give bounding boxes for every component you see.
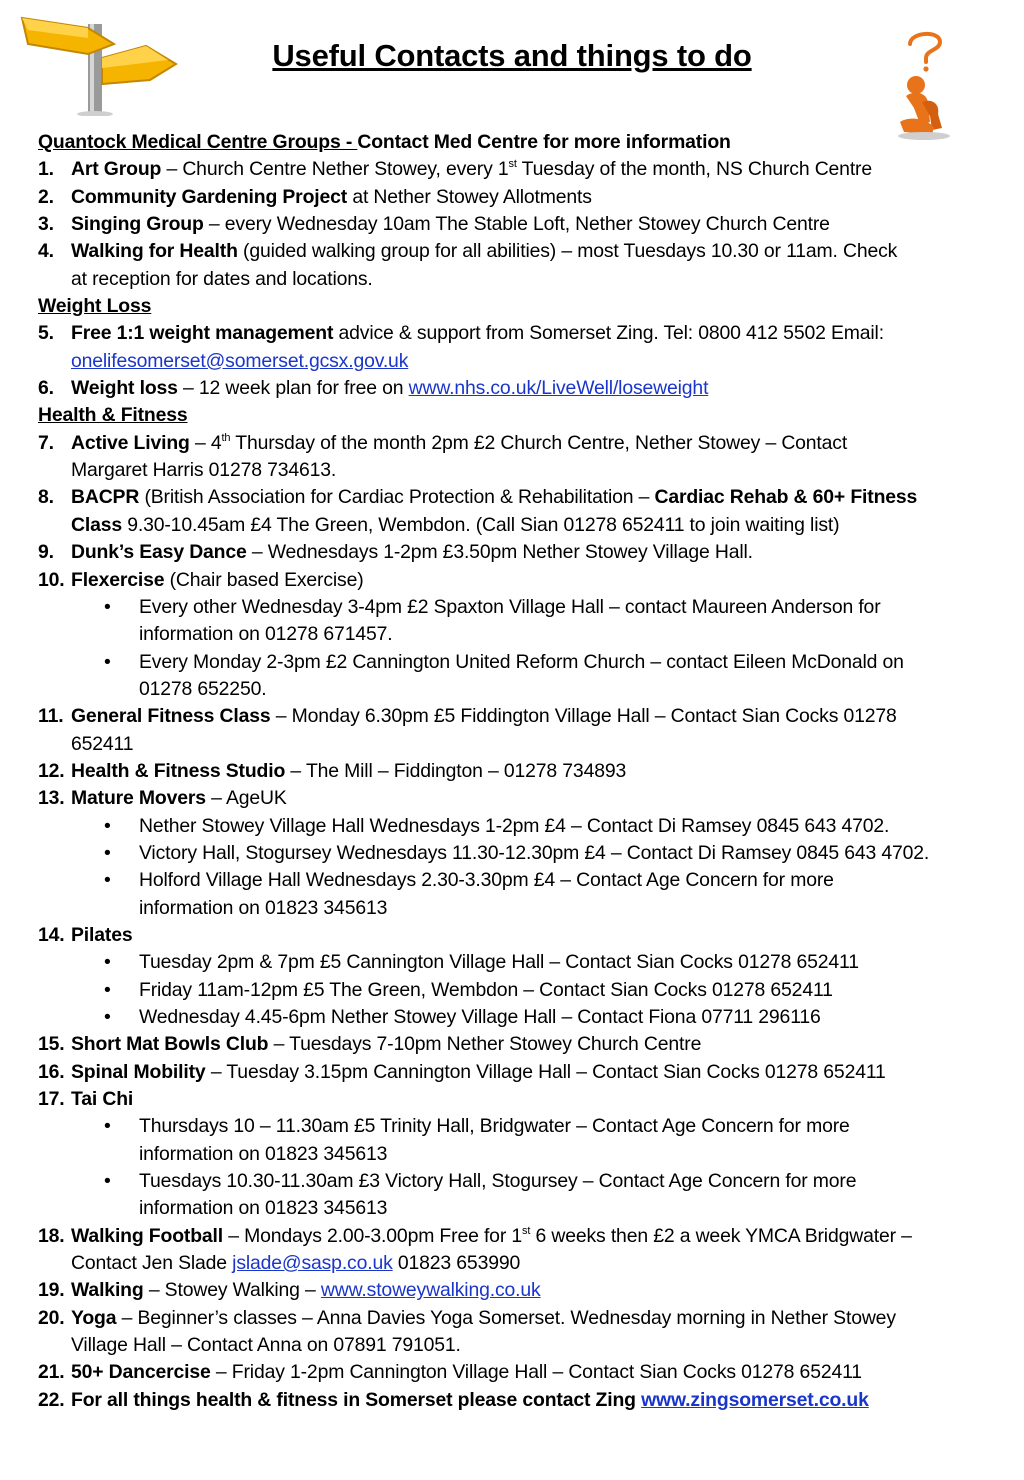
bullet-item: • Tuesdays 10.30-11.30am £3 Victory Hall, Stogursey – Contact Age Concern for more	[104, 1170, 857, 1193]
list-item-continuation: Class 9.30-10.45am £4 The Green, Wembdon. (Call Sian 01278 652411 to join waiting list)	[71, 513, 840, 536]
list-item-continuation	[38, 348, 998, 375]
bullet-item: • Victory Hall, Stogursey Wednesdays 11.30-12.30pm £4 – Contact Di Ramsey 0845 643 4702.	[104, 841, 930, 864]
bullet-item: • Every Monday 2-3pm £2 Cannington United Reform Church – contact Eileen McDonald on	[104, 650, 904, 673]
list-item: 5. Free 1:1 weight management advice & support from Somerset Zing. Tel: 0800 412 5502 Email:	[38, 322, 884, 345]
list-item-continuation: Margaret Harris 01278 734613.	[71, 459, 337, 482]
bullet-item: • Every other Wednesday 3-4pm £2 Spaxton Village Hall – contact Maureen Anderson for	[104, 595, 881, 618]
list-item: 2. Community Gardening Project at Nether Stowey Allotments	[38, 185, 592, 208]
list-item-continuation: at reception for dates and locations.	[71, 267, 373, 290]
list-item: 19. Walking – Stowey Walking – www.stoweywalking.co.uk	[38, 1279, 541, 1302]
list-item-continuation: 652411	[71, 732, 134, 755]
bullet-continuation: 01278 652250.	[139, 677, 267, 700]
section-medical: Quantock Medical Centre Groups - Contact Med Centre for more information	[38, 131, 731, 153]
list-item: 11. General Fitness Class – Monday 6.30pm £5 Fiddington Village Hall – Contact Sian Cocks 01278	[38, 705, 897, 728]
bullet-continuation: information on 01278 671457.	[139, 623, 393, 646]
list-item: 15. Short Mat Bowls Club – Tuesdays 7-10pm Nether Stowey Church Centre	[38, 1033, 702, 1056]
page-title: Useful Contacts and things to do	[272, 38, 752, 73]
email-link[interactable]: onelifesomerset@somerset.gcsx.gov.uk	[71, 349, 409, 372]
bullet-continuation: information on 01823 345613	[139, 1142, 388, 1165]
list-item: 4. Walking for Health (guided walking group for all abilities) – most Tuesdays 10.30 or 11am. Check	[38, 240, 898, 263]
list-item: 21. 50+ Dancercise – Friday 1-2pm Cannington Village Hall – Contact Sian Cocks 01278 652411	[38, 1361, 862, 1384]
section-health-fitness: Health & Fitness	[38, 404, 188, 427]
list-item: 17. Tai Chi	[38, 1088, 134, 1111]
section-weight-loss: Weight Loss	[38, 295, 152, 318]
contacts-list	[38, 129, 998, 1414]
list-item: 8. BACPR (British Association for Cardiac Protection & Rehabilitation – Cardiac Rehab & 60+ Fitness	[38, 486, 918, 509]
list-item-continuation: Contact Jen Slade jslade@sasp.co.uk 01823 653990	[71, 1252, 521, 1275]
bullet-item: • Friday 11am-12pm £5 The Green, Wembdon – Contact Sian Cocks 01278 652411	[104, 978, 833, 1001]
list-item: 13. Mature Movers – AgeUK	[38, 787, 287, 810]
list-item: 9. Dunk’s Easy Dance – Wednesdays 1-2pm £3.50pm Nether Stowey Village Hall.	[38, 541, 753, 564]
list-item: 6. Weight loss – 12 week plan for free on www.nhs.co.uk/LiveWell/loseweight	[38, 377, 709, 400]
bullet-continuation: information on 01823 345613	[139, 1197, 388, 1220]
list-item-continuation: Village Hall – Contact Anna on 07891 791051.	[71, 1334, 461, 1357]
list-item: 3. Singing Group – every Wednesday 10am The Stable Loft, Nether Stowey Church Centre	[38, 213, 830, 236]
bullet-item: • Tuesday 2pm & 7pm £5 Cannington Village Hall – Contact Sian Cocks 01278 652411	[104, 951, 859, 974]
bullet-item: • Wednesday 4.45-6pm Nether Stowey Village Hall – Contact Fiona 07711 296116	[104, 1006, 821, 1028]
list-item: 18. Walking Football – Mondays 2.00-3.00pm Free for 1st 6 weeks then £2 a week YMCA Bridgwater –	[38, 1224, 912, 1247]
bullet-item: • Holford Village Hall Wednesdays 2.30-3.30pm £4 – Contact Age Concern for more	[104, 869, 834, 892]
list-item: 12. Health & Fitness Studio – The Mill – Fiddington – 01278 734893	[38, 759, 627, 782]
bullet-item: • Thursdays 10 – 11.30am £5 Trinity Hall, Bridgwater – Contact Age Concern for more	[104, 1115, 850, 1138]
web-link[interactable]: www.stoweywalking.co.uk	[320, 1279, 541, 1302]
list-item: 10. Flexercise (Chair based Exercise)	[38, 568, 364, 591]
email-link[interactable]: jslade@sasp.co.uk	[232, 1252, 393, 1275]
list-item: 14. Pilates	[38, 923, 133, 946]
bullet-item: • Nether Stowey Village Hall Wednesdays 1-2pm £4 – Contact Di Ramsey 0845 643 4702.	[104, 814, 890, 837]
list-item: 1. Art Group – Church Centre Nether Stowey, every 1st Tuesday of the month, NS Church Centre	[38, 158, 872, 181]
list-item: 20. Yoga – Beginner’s classes – Anna Davies Yoga Somerset. Wednesday morning in Nether Stowey	[38, 1306, 896, 1329]
bullet-continuation: information on 01823 345613	[139, 896, 388, 919]
web-link[interactable]: www.nhs.co.uk/LiveWell/loseweight	[408, 377, 709, 400]
list-item: 16. Spinal Mobility – Tuesday 3.15pm Cannington Village Hall – Contact Sian Cocks 01278 652411	[38, 1060, 886, 1083]
list-item: 7. Active Living – 4th Thursday of the month 2pm £2 Church Centre, Nether Stowey – Contact	[38, 431, 848, 454]
list-item: 22. For all things health & fitness in Somerset please contact Zing www.zingsomerset.co.uk	[38, 1388, 869, 1411]
web-link[interactable]: www.zingsomerset.co.uk	[641, 1388, 869, 1411]
